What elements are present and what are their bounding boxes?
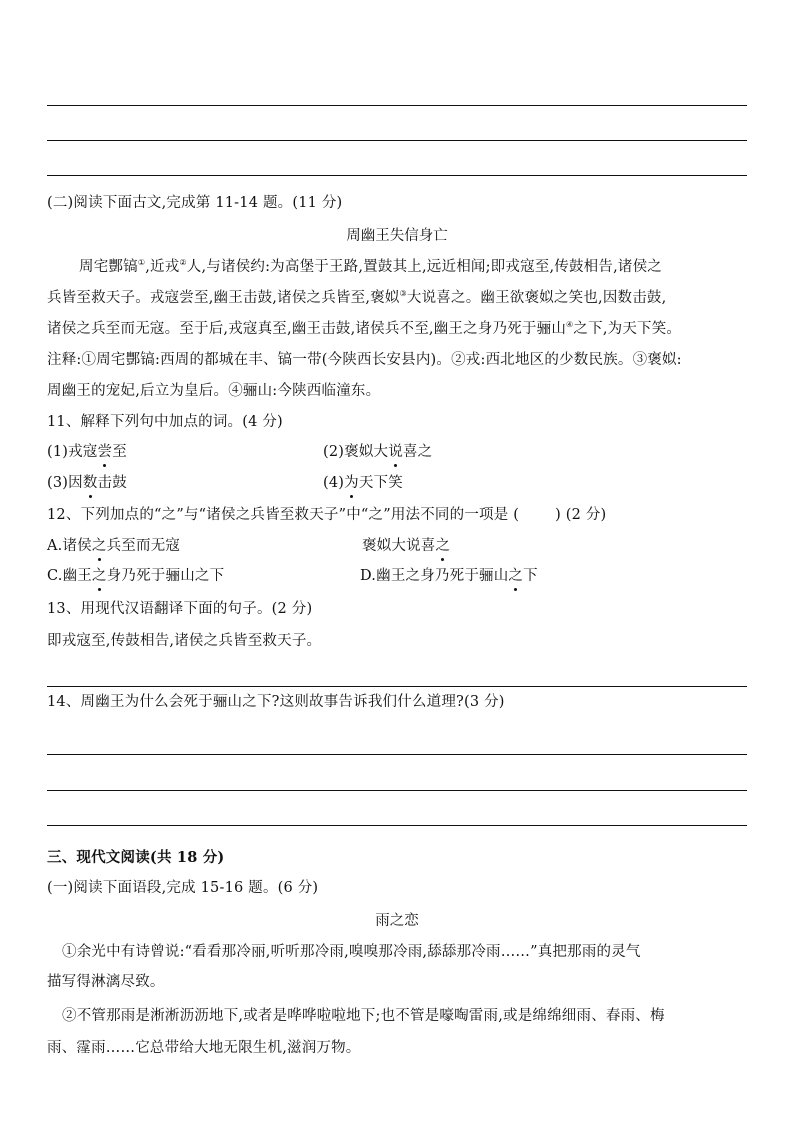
answer-line: [47, 825, 747, 826]
q13-sentence: 即戎寇至,传鼓相告,诸侯之兵皆至救天子。: [47, 633, 322, 649]
essay-p2-line-1: ②不管那雨是淅淅沥沥地下,或者是哗哗啦啦地下;也不管是嚎啕雷雨,或是绵绵细雨、春雨、梅: [62, 1008, 665, 1024]
q12-option-b: 褒姒大说喜之: [362, 538, 451, 554]
answer-line: [47, 686, 747, 687]
q12-option-d: D.幽王之身乃死于骊山之下: [360, 568, 538, 584]
answer-line: [47, 790, 747, 791]
q11-option-1: (1)戎寇尝至: [47, 444, 127, 460]
essay-p1-line-1: ①余光中有诗曾说:“看看那冷丽,听听那冷雨,嗅嗅那冷雨,舔舔那冷雨……”真把那雨的灵气: [62, 944, 641, 960]
q11-option-3: (3)因数击鼓: [47, 475, 127, 491]
essay-p1-line-2: 描写得淋漓尽致。: [47, 974, 165, 990]
passage-line-2: 兵皆至救天子。戎寇尝至,幽王击鼓,诸侯之兵皆至,褒姒③大说喜之。幽王欲褒姒之笑也,因数击鼓,: [47, 289, 667, 306]
q12-option-c: C.幽王之身乃死于骊山之下: [47, 568, 225, 584]
essay-p2-line-2: 雨、霪雨……它总带给大地无限生机,滋润万物。: [47, 1040, 361, 1056]
notes-line-2: 周幽王的宠妃,后立为皇后。④骊山:今陕西临潼东。: [47, 383, 381, 399]
section-heading: (二)阅读下面古文,完成第 11-14 题。(11 分): [47, 195, 343, 211]
passage-title: 周幽王失信身亡: [346, 228, 448, 244]
essay-title: 雨之恋: [375, 913, 419, 929]
section-3-sub-heading: (一)阅读下面语段,完成 15-16 题。(6 分): [47, 880, 319, 896]
q12-option-a: A.诸侯之兵至而无寇: [47, 538, 181, 554]
passage-line-1: 周宅酆镐①,近戎②人,与诸侯约:为高堡于王路,置鼓其上,远近相闻;即戎寇至,传鼓相告,诸侯之: [79, 258, 662, 275]
section-3-heading: 三、现代文阅读(共 18 分): [47, 849, 225, 866]
question-12-prompt: 12、下列加点的“之”与“诸侯之兵皆至救天子”中“之”用法不同的一项是 ( ) (2 分): [47, 507, 607, 523]
answer-line: [47, 105, 747, 106]
q11-option-4: (4)为天下笑: [323, 475, 403, 491]
answer-line: [47, 140, 747, 141]
question-11-prompt: 11、解释下列句中加点的词。(4 分): [47, 414, 283, 430]
question-14-prompt: 14、周幽王为什么会死于骊山之下?这则故事告诉我们什么道理?(3 分): [47, 694, 505, 710]
question-13-prompt: 13、用现代汉语翻译下面的句子。(2 分): [47, 601, 313, 617]
passage-line-3: 诸侯之兵至而无寇。至于后,戎寇真至,幽王击鼓,诸侯兵不至,幽王之身乃死于骊山④之下,为天下笑。: [47, 320, 682, 337]
answer-line: [47, 175, 747, 176]
notes-line-1: 注释:①周宅酆镐:西周的都城在丰、镐一带(今陕西长安县内)。②戎:西北地区的少数民族。③褒姒:: [47, 352, 682, 368]
answer-line: [47, 754, 747, 755]
q11-option-2: (2)褒姒大说喜之: [323, 444, 433, 460]
